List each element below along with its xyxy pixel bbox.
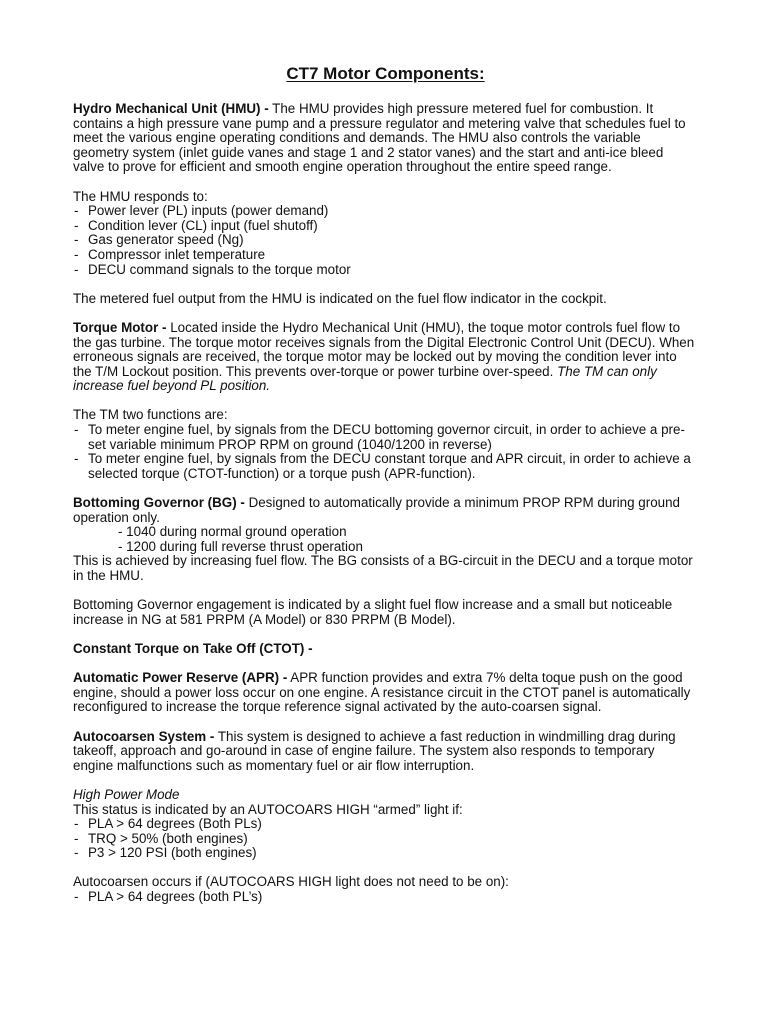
autocoarsen-occurs-block xyxy=(73,875,698,904)
autocoarsen-paragraph xyxy=(73,730,698,774)
hmu-paragraph xyxy=(73,102,698,175)
torque-motor-paragraph xyxy=(73,321,698,394)
apr-text: APR function provides and extra 7% delta toque push on the good engine, should a power loss occur on one engine. A resistance circuit in the CTOT panel is automatically reconfigured to increase the torque reference signal activated by the auto-coarsen signal. xyxy=(73,670,691,715)
list-item: - TRQ > 50% (both engines) xyxy=(73,832,698,847)
list-item: - PLA > 64 degrees (both PL’s) xyxy=(73,890,698,905)
metered-fuel-paragraph: The metered fuel output from the HMU is indicated on the fuel flow indicator in the cockpit. xyxy=(73,290,607,306)
hmu-text: The HMU provides high pressure metered fuel for combustion. It contains a high pressure vane pump and a pressure regulator and metering valve that schedules fuel to meet the various engine operating conditions and demands. The HMU also controls the variable geometry system (inlet guide vanes and stage 1 and 2 stator vanes) and the start and anti-ice bleed valve to prove for efficient and smooth engine operation throughout the entire speed range. xyxy=(73,101,686,175)
list-item: - Power lever (PL) inputs (power demand) xyxy=(73,204,698,219)
bg-line: - 1200 during full reverse thrust operation xyxy=(118,538,363,554)
bg-line: - 1040 during normal ground operation xyxy=(118,524,347,540)
page-title: CT7 Motor Components: xyxy=(286,64,485,83)
bottoming-governor-paragraph xyxy=(73,496,698,525)
autocoarsen-occurs-list xyxy=(73,890,698,905)
apr-label: Automatic Power Reserve (APR) - xyxy=(73,670,288,686)
hmu-responds-block xyxy=(73,190,698,278)
high-power-mode-list xyxy=(73,817,698,861)
autocoarsen-label: Autocoarsen System - xyxy=(73,728,215,744)
list-item: - PLA > 64 degrees (Both PLs) xyxy=(73,817,698,832)
list-item: - To meter engine fuel, by signals from the DECU constant torque and APR circuit, in order to achieve a selected torque (CTOT-function) or a torque push (APR-function). xyxy=(73,452,698,481)
hmu-responds-intro: The HMU responds to: xyxy=(73,188,208,204)
autocoarsen-occurs-intro: Autocoarsen occurs if (AUTOCOARS HIGH light does not need to be on): xyxy=(73,874,509,890)
list-item: - P3 > 120 PSI (both engines) xyxy=(73,846,698,861)
tm-functions-list xyxy=(73,423,698,481)
hmu-responds-list xyxy=(73,204,698,277)
list-item: - DECU command signals to the torque motor xyxy=(73,263,698,278)
autocoarsen-text: This system is designed to achieve a fast reduction in windmilling drag during takeoff, approach and go-around in case of engine failure. The system also responds to temporary engine malfunctions such as momentary fuel or air flow interruption. xyxy=(73,728,676,773)
list-item: - Condition lever (CL) input (fuel shutoff) xyxy=(73,219,698,234)
list-item: - To meter engine fuel, by signals from the DECU bottoming governor circuit, in order to achieve a pre-set variable minimum PROP RPM on ground (1040/1200 in reverse) xyxy=(73,423,698,452)
high-power-mode-block xyxy=(73,788,698,861)
tm-functions-block xyxy=(73,408,698,481)
hmu-label: Hydro Mechanical Unit (HMU) - xyxy=(73,101,269,116)
list-item: - Compressor inlet temperature xyxy=(73,248,698,263)
high-power-mode-heading: High Power Mode xyxy=(73,786,180,802)
bottoming-governor-text: Designed to automatically provide a minimum PROP RPM during ground operation only. xyxy=(73,495,680,525)
bg-engagement-paragraph: Bottoming Governor engagement is indicated by a slight fuel flow increase and a small but noticeable increase in NG at 581 PRPM (A Model) or 830 PRPM (B Model). xyxy=(73,597,673,627)
tm-functions-intro: The TM two functions are: xyxy=(73,407,228,423)
torque-motor-italic-note: The TM can only increase fuel beyond PL position. xyxy=(73,363,657,394)
bottoming-governor-after: This is achieved by increasing fuel flow. The BG consists of a BG-circuit in the DECU and a torque motor in the HMU. xyxy=(73,553,693,583)
list-item: - Gas generator speed (Ng) xyxy=(73,233,698,248)
high-power-mode-intro: This status is indicated by an AUTOCOARS HIGH “armed” light if: xyxy=(73,801,463,817)
bottoming-governor-block xyxy=(73,496,698,584)
ctot-heading: Constant Torque on Take Off (CTOT) - xyxy=(73,640,313,656)
torque-motor-text: Located inside the Hydro Mechanical Unit (HMU), the toque motor controls fuel flow to the gas turbine. The torque motor receives signals from the Digital Electronic Control Unit (DECU). When erroneous signals are received, the torque motor may be locked out by moving the condition lever into the T/M Lockout position. This prevents over-torque or power turbine over-speed. xyxy=(73,319,695,379)
bottoming-governor-label: Bottoming Governor (BG) - xyxy=(73,495,245,511)
apr-paragraph xyxy=(73,671,698,715)
torque-motor-label: Torque Motor - xyxy=(73,319,167,335)
